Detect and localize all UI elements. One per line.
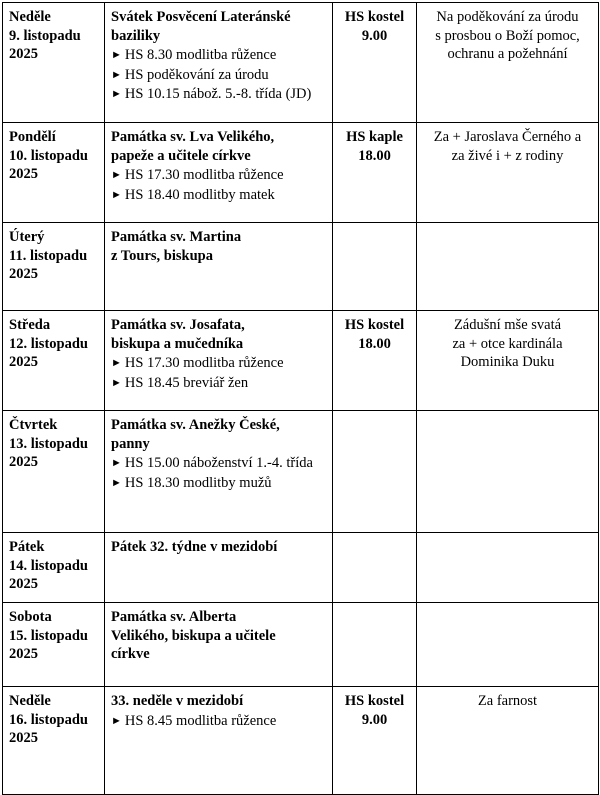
event-text: HS 17.30 modlitba růžence bbox=[124, 355, 284, 372]
feast-title-line: Památka sv. Alberta bbox=[111, 609, 237, 625]
bullet-triangle-icon: ► bbox=[111, 714, 122, 727]
description-cell bbox=[105, 533, 333, 603]
feast-title-line: Pátek 32. týdne v mezidobí bbox=[111, 539, 278, 555]
table-row bbox=[3, 411, 599, 533]
day-name: Pátek bbox=[9, 539, 45, 555]
day-date: 10. listopadu bbox=[9, 147, 88, 164]
feast-title-line: papeže a učitele církve bbox=[111, 147, 251, 164]
day-year: 2025 bbox=[9, 454, 38, 471]
day-name: Sobota bbox=[9, 609, 52, 625]
mass-time: 18.00 bbox=[358, 147, 391, 164]
table-row bbox=[3, 533, 599, 603]
intention-line: Zádušní mše svatá bbox=[453, 317, 562, 333]
mass-cell bbox=[333, 311, 417, 411]
intention-line: za + otce kardinála bbox=[452, 335, 563, 352]
event-text: HS 8.45 modlitba růžence bbox=[124, 712, 277, 729]
mass-time: 18.00 bbox=[358, 335, 391, 352]
intention-line: Na poděkování za úrodu bbox=[436, 9, 579, 25]
day-cell bbox=[3, 687, 105, 795]
day-year: 2025 bbox=[9, 354, 38, 371]
mass-time: 9.00 bbox=[361, 711, 388, 728]
event-text: HS 18.30 modlitby mužů bbox=[124, 474, 272, 491]
day-cell bbox=[3, 3, 105, 123]
mass-cell bbox=[333, 603, 417, 687]
description-cell bbox=[105, 603, 333, 687]
day-cell bbox=[3, 411, 105, 533]
intention-line: s prosbou o Boží pomoc, bbox=[435, 27, 580, 44]
day-date: 16. listopadu bbox=[9, 711, 88, 728]
feast-title-line: 33. neděle v mezidobí bbox=[111, 693, 244, 709]
intention-line: za živé i + z rodiny bbox=[451, 147, 564, 164]
table-row bbox=[3, 123, 599, 223]
intention-cell bbox=[417, 3, 599, 123]
intention-line: ochranu a požehnání bbox=[447, 46, 568, 63]
day-date: 13. listopadu bbox=[9, 435, 88, 452]
event-item bbox=[111, 186, 326, 205]
event-item bbox=[111, 85, 326, 104]
event-text: HS 18.45 breviář žen bbox=[124, 374, 249, 391]
description-cell bbox=[105, 123, 333, 223]
mass-cell bbox=[333, 123, 417, 223]
day-date: 11. listopadu bbox=[9, 247, 88, 264]
feast-title-line: biskupa a mučedníka bbox=[111, 335, 244, 352]
feast-title-line: baziliky bbox=[111, 27, 161, 44]
mass-cell bbox=[333, 687, 417, 795]
day-date: 9. listopadu bbox=[9, 27, 81, 44]
intention-line: Za + Jaroslava Černého a bbox=[433, 129, 582, 145]
day-name: Čtvrtek bbox=[9, 417, 58, 433]
bullet-triangle-icon: ► bbox=[111, 188, 122, 201]
day-date: 12. listopadu bbox=[9, 335, 88, 352]
bullet-triangle-icon: ► bbox=[111, 49, 122, 62]
description-cell bbox=[105, 687, 333, 795]
event-item bbox=[111, 166, 326, 185]
table-row bbox=[3, 223, 599, 311]
bullet-triangle-icon: ► bbox=[111, 88, 122, 101]
intention-cell bbox=[417, 223, 599, 311]
feast-title-line: Památka sv. Lva Velikého, bbox=[111, 129, 275, 145]
day-name: Středa bbox=[9, 317, 51, 333]
day-cell bbox=[3, 123, 105, 223]
intention-cell bbox=[417, 687, 599, 795]
mass-place: HS kaple bbox=[346, 129, 403, 145]
feast-title-line: Památka sv. Anežky České, bbox=[111, 417, 280, 433]
feast-title-line: z Tours, biskupa bbox=[111, 247, 213, 264]
bullet-triangle-icon: ► bbox=[111, 169, 122, 182]
feast-title-line: církve bbox=[111, 646, 150, 663]
intention-line: Dominika Duku bbox=[460, 354, 555, 371]
day-date: 15. listopadu bbox=[9, 627, 88, 644]
table-row bbox=[3, 3, 599, 123]
feast-title-line: Svátek Posvěcení Lateránské bbox=[111, 9, 291, 25]
event-item bbox=[111, 474, 326, 493]
mass-cell bbox=[333, 223, 417, 311]
day-year: 2025 bbox=[9, 266, 38, 283]
bullet-triangle-icon: ► bbox=[111, 457, 122, 470]
feast-title-line: panny bbox=[111, 435, 150, 452]
day-cell bbox=[3, 533, 105, 603]
table-row bbox=[3, 603, 599, 687]
description-cell bbox=[105, 223, 333, 311]
feast-title-line: Památka sv. Josafata, bbox=[111, 317, 245, 333]
day-name: Neděle bbox=[9, 9, 51, 25]
document-page bbox=[0, 2, 600, 747]
event-text: HS 18.40 modlitby matek bbox=[124, 186, 275, 203]
mass-place: HS kostel bbox=[344, 693, 405, 709]
description-cell bbox=[105, 3, 333, 123]
intention-cell bbox=[417, 603, 599, 687]
day-cell bbox=[3, 311, 105, 411]
mass-place: HS kostel bbox=[344, 317, 405, 333]
bullet-triangle-icon: ► bbox=[111, 357, 122, 370]
day-cell bbox=[3, 223, 105, 311]
event-item bbox=[111, 66, 326, 85]
event-text: HS poděkování za úrodu bbox=[124, 66, 269, 83]
bullet-triangle-icon: ► bbox=[111, 68, 122, 81]
day-year: 2025 bbox=[9, 730, 38, 747]
day-name: Úterý bbox=[9, 229, 45, 245]
intention-cell bbox=[417, 311, 599, 411]
intention-cell bbox=[417, 411, 599, 533]
day-year: 2025 bbox=[9, 576, 38, 593]
table-row bbox=[3, 687, 599, 795]
mass-cell bbox=[333, 411, 417, 533]
day-name: Pondělí bbox=[9, 129, 56, 145]
mass-place: HS kostel bbox=[344, 9, 405, 25]
feast-title-line: Velikého, biskupa a učitele bbox=[111, 627, 276, 644]
intention-cell bbox=[417, 533, 599, 603]
event-item bbox=[111, 374, 326, 393]
event-item bbox=[111, 454, 326, 473]
day-year: 2025 bbox=[9, 166, 38, 183]
event-text: HS 15.00 náboženství 1.-4. třída bbox=[124, 455, 313, 472]
event-item bbox=[111, 46, 326, 65]
day-year: 2025 bbox=[9, 46, 38, 63]
description-cell bbox=[105, 311, 333, 411]
feast-title-line: Památka sv. Martina bbox=[111, 229, 242, 245]
mass-time: 9.00 bbox=[361, 27, 388, 44]
bullet-triangle-icon: ► bbox=[111, 376, 122, 389]
mass-cell bbox=[333, 3, 417, 123]
day-name: Neděle bbox=[9, 693, 51, 709]
mass-cell bbox=[333, 533, 417, 603]
description-cell bbox=[105, 411, 333, 533]
intention-line: Za farnost bbox=[477, 693, 538, 709]
day-cell bbox=[3, 603, 105, 687]
parish-schedule-table bbox=[2, 2, 599, 795]
event-text: HS 17.30 modlitba růžence bbox=[124, 167, 284, 184]
event-text: HS 10.15 nábož. 5.-8. třída (JD) bbox=[124, 86, 312, 103]
day-date: 14. listopadu bbox=[9, 557, 88, 574]
bullet-triangle-icon: ► bbox=[111, 476, 122, 489]
event-text: HS 8.30 modlitba růžence bbox=[124, 47, 277, 64]
schedule-body bbox=[3, 3, 599, 795]
table-row bbox=[3, 311, 599, 411]
day-year: 2025 bbox=[9, 646, 38, 663]
intention-cell bbox=[417, 123, 599, 223]
event-item bbox=[111, 354, 326, 373]
